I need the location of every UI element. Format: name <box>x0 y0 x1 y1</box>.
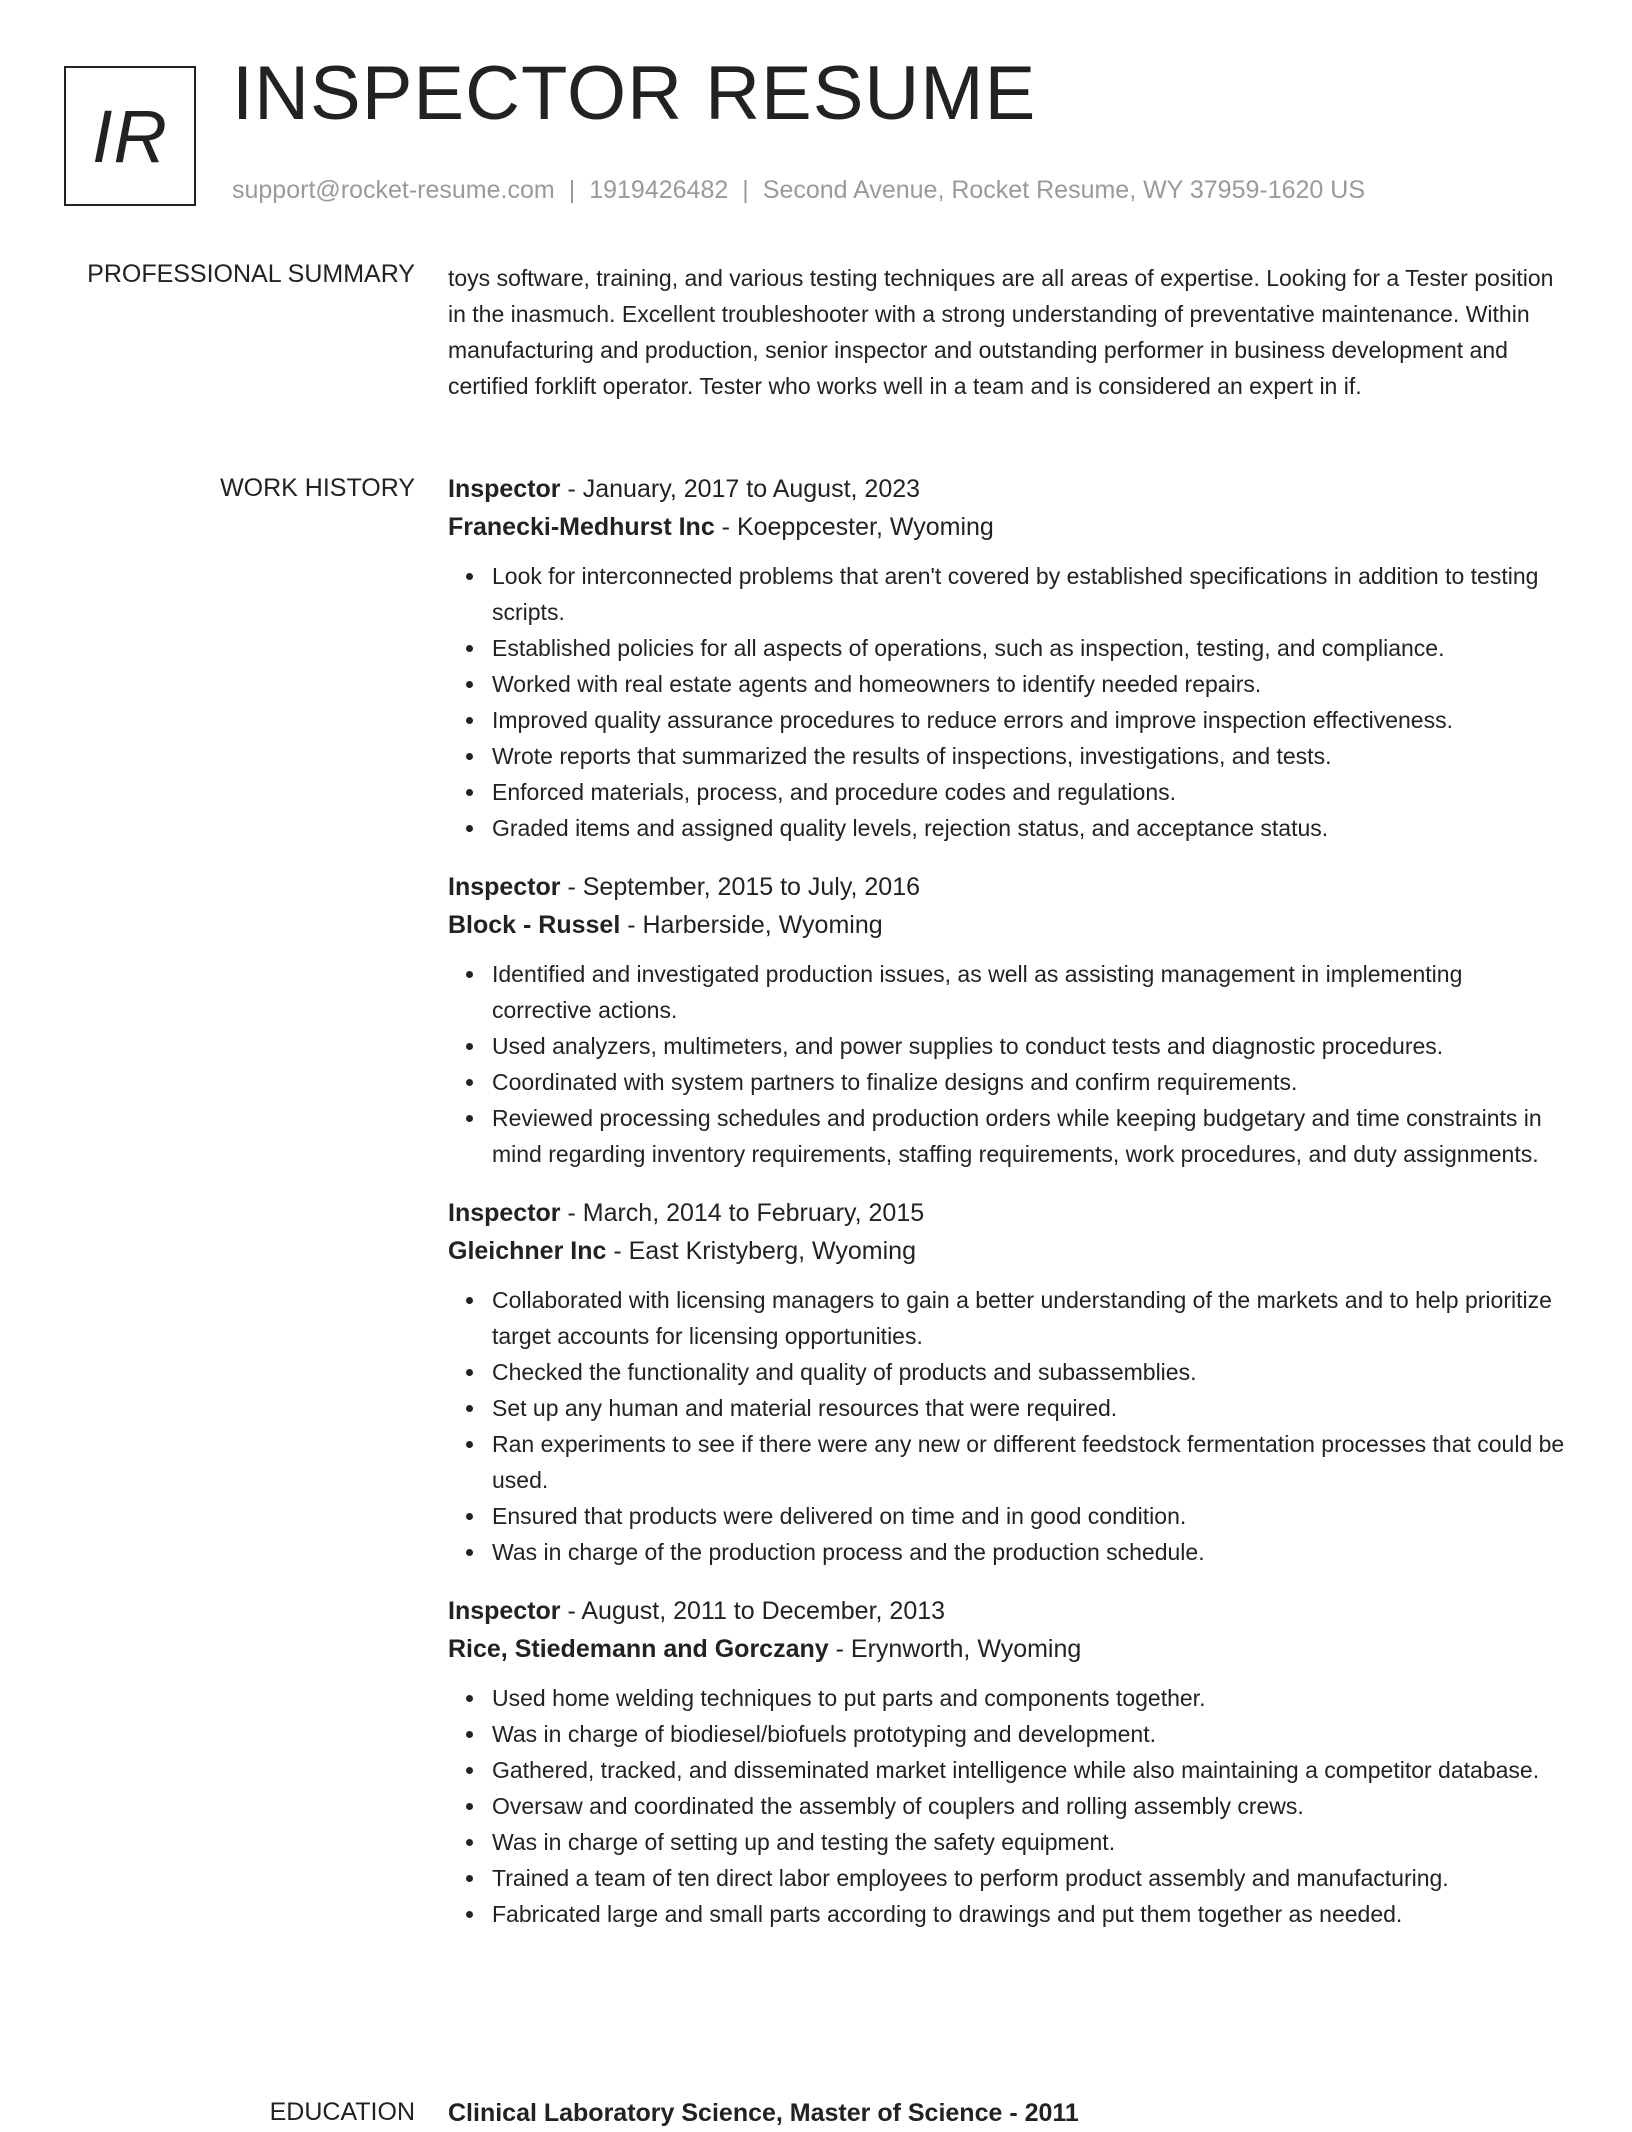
job-location: - Koeppcester, Wyoming <box>714 513 994 541</box>
job-bullets <box>448 558 1568 846</box>
list-item: Used home welding techniques to put parts and components together. <box>492 1680 1568 1716</box>
list-item: Used analyzers, multimeters, and power supplies to conduct tests and diagnostic procedures. <box>492 1028 1568 1064</box>
separator: | <box>568 176 576 204</box>
job-location: - East Kristyberg, Wyoming <box>606 1237 916 1265</box>
list-item: Trained a team of ten direct labor employees to perform product assembly and manufacturing. <box>492 1860 1568 1896</box>
list-item: Reviewed processing schedules and production orders while keeping budgetary and time constraints in mind regarding inventory requirements, staffing requirements, work procedures, and duty assignments. <box>492 1100 1568 1172</box>
work-history-section <box>448 470 1568 1954</box>
list-item: Ran experiments to see if there were any new or different feedstock fermentation processes that could be used. <box>492 1426 1568 1498</box>
job-title: Inspector <box>448 873 561 901</box>
job-title-line <box>448 470 1568 508</box>
list-item: Set up any human and material resources that were required. <box>492 1390 1568 1426</box>
contact-line <box>232 176 1365 205</box>
list-item: Established policies for all aspects of operations, such as inspection, testing, and compliance. <box>492 630 1568 666</box>
job-title: Inspector <box>448 1597 561 1625</box>
job-location: - Erynworth, Wyoming <box>828 1635 1082 1663</box>
company-name: Gleichner Inc <box>448 1237 607 1265</box>
list-item: Gathered, tracked, and disseminated market intelligence while also maintaining a competitor database. <box>492 1752 1568 1788</box>
list-item: Wrote reports that summarized the results of inspections, investigations, and tests. <box>492 738 1568 774</box>
list-item: Graded items and assigned quality levels, rejection status, and acceptance status. <box>492 810 1568 846</box>
list-item: Worked with real estate agents and homeowners to identify needed repairs. <box>492 666 1568 702</box>
company-name: Rice, Stiedemann and Gorczany <box>448 1635 829 1663</box>
resume-title: INSPECTOR RESUME <box>232 51 1037 136</box>
job-title-line <box>448 1194 1568 1232</box>
job-entry <box>448 868 1568 1172</box>
job-dates: - January, 2017 to August, 2023 <box>560 475 921 503</box>
job-company-line <box>448 1630 1568 1668</box>
company-name: Block - Russel <box>448 911 621 939</box>
job-bullets <box>448 956 1568 1172</box>
list-item: Was in charge of the production process and the production schedule. <box>492 1534 1568 1570</box>
list-item: Checked the functionality and quality of products and subassemblies. <box>492 1354 1568 1390</box>
separator: | <box>742 176 749 204</box>
job-title: Inspector <box>448 475 561 503</box>
email[interactable]: support@rocket-resume.com <box>232 176 555 204</box>
list-item: Identified and investigated production issues, as well as assisting management in implementing corrective actions. <box>492 956 1568 1028</box>
list-item: Was in charge of biodiesel/biofuels prototyping and development. <box>492 1716 1568 1752</box>
job-title-line <box>448 868 1568 906</box>
job-dates: - September, 2015 to July, 2016 <box>560 873 921 901</box>
job-title: Inspector <box>448 1199 561 1227</box>
job-entry <box>448 1194 1568 1570</box>
list-item: Oversaw and coordinated the assembly of couplers and rolling assembly crews. <box>492 1788 1568 1824</box>
list-item: Collaborated with licensing managers to gain a better understanding of the markets and to help prioritize target accounts for licensing opportunities. <box>492 1282 1568 1354</box>
job-company-line <box>448 508 1568 546</box>
section-label-education: EDUCATION <box>269 2098 415 2126</box>
list-item: Look for interconnected problems that aren't covered by established specifications in addition to testing scripts. <box>492 558 1568 630</box>
list-item: Enforced materials, process, and procedure codes and regulations. <box>492 774 1568 810</box>
education-line: Clinical Laboratory Science, Master of Science - 2011 <box>448 2099 1079 2127</box>
section-label-summary: PROFESSIONAL SUMMARY <box>87 260 415 288</box>
list-item: Improved quality assurance procedures to reduce errors and improve inspection effectiveness. <box>492 702 1568 738</box>
job-location: - Harberside, Wyoming <box>620 911 883 939</box>
job-entry <box>448 470 1568 846</box>
job-company-line <box>448 906 1568 944</box>
list-item: Coordinated with system partners to finalize designs and confirm requirements. <box>492 1064 1568 1100</box>
job-entry <box>448 1592 1568 1932</box>
job-title-line <box>448 1592 1568 1630</box>
list-item: Was in charge of setting up and testing the safety equipment. <box>492 1824 1568 1860</box>
phone[interactable]: 1919426482 <box>589 176 729 204</box>
section-label-work: WORK HISTORY <box>220 474 415 502</box>
job-dates: - March, 2014 to February, 2015 <box>560 1199 925 1227</box>
address: Second Avenue, Rocket Resume, WY 37959-1620 US <box>762 176 1365 204</box>
list-item: Ensured that products were delivered on time and in good condition. <box>492 1498 1568 1534</box>
job-dates: - August, 2011 to December, 2013 <box>560 1597 946 1625</box>
summary-text: toys software, training, and various testing techniques are all areas of expertise. Looking for a Tester position in the inasmuch. Excellent troubleshooter with a strong understanding of preventative maintenance. Within manufacturing and production, senior inspector and outstanding performer in business development and certified forklift operator. Tester who works well in a team and is considered an expert in if. <box>448 265 1554 399</box>
summary-section <box>448 260 1568 404</box>
list-item: Fabricated large and small parts according to drawings and put them together as needed. <box>492 1896 1568 1932</box>
education-section <box>448 2094 1568 2132</box>
company-name: Franecki-Medhurst Inc <box>448 513 715 541</box>
job-company-line <box>448 1232 1568 1270</box>
job-bullets <box>448 1282 1568 1570</box>
job-bullets <box>448 1680 1568 1932</box>
monogram-logo: IR <box>64 66 196 206</box>
